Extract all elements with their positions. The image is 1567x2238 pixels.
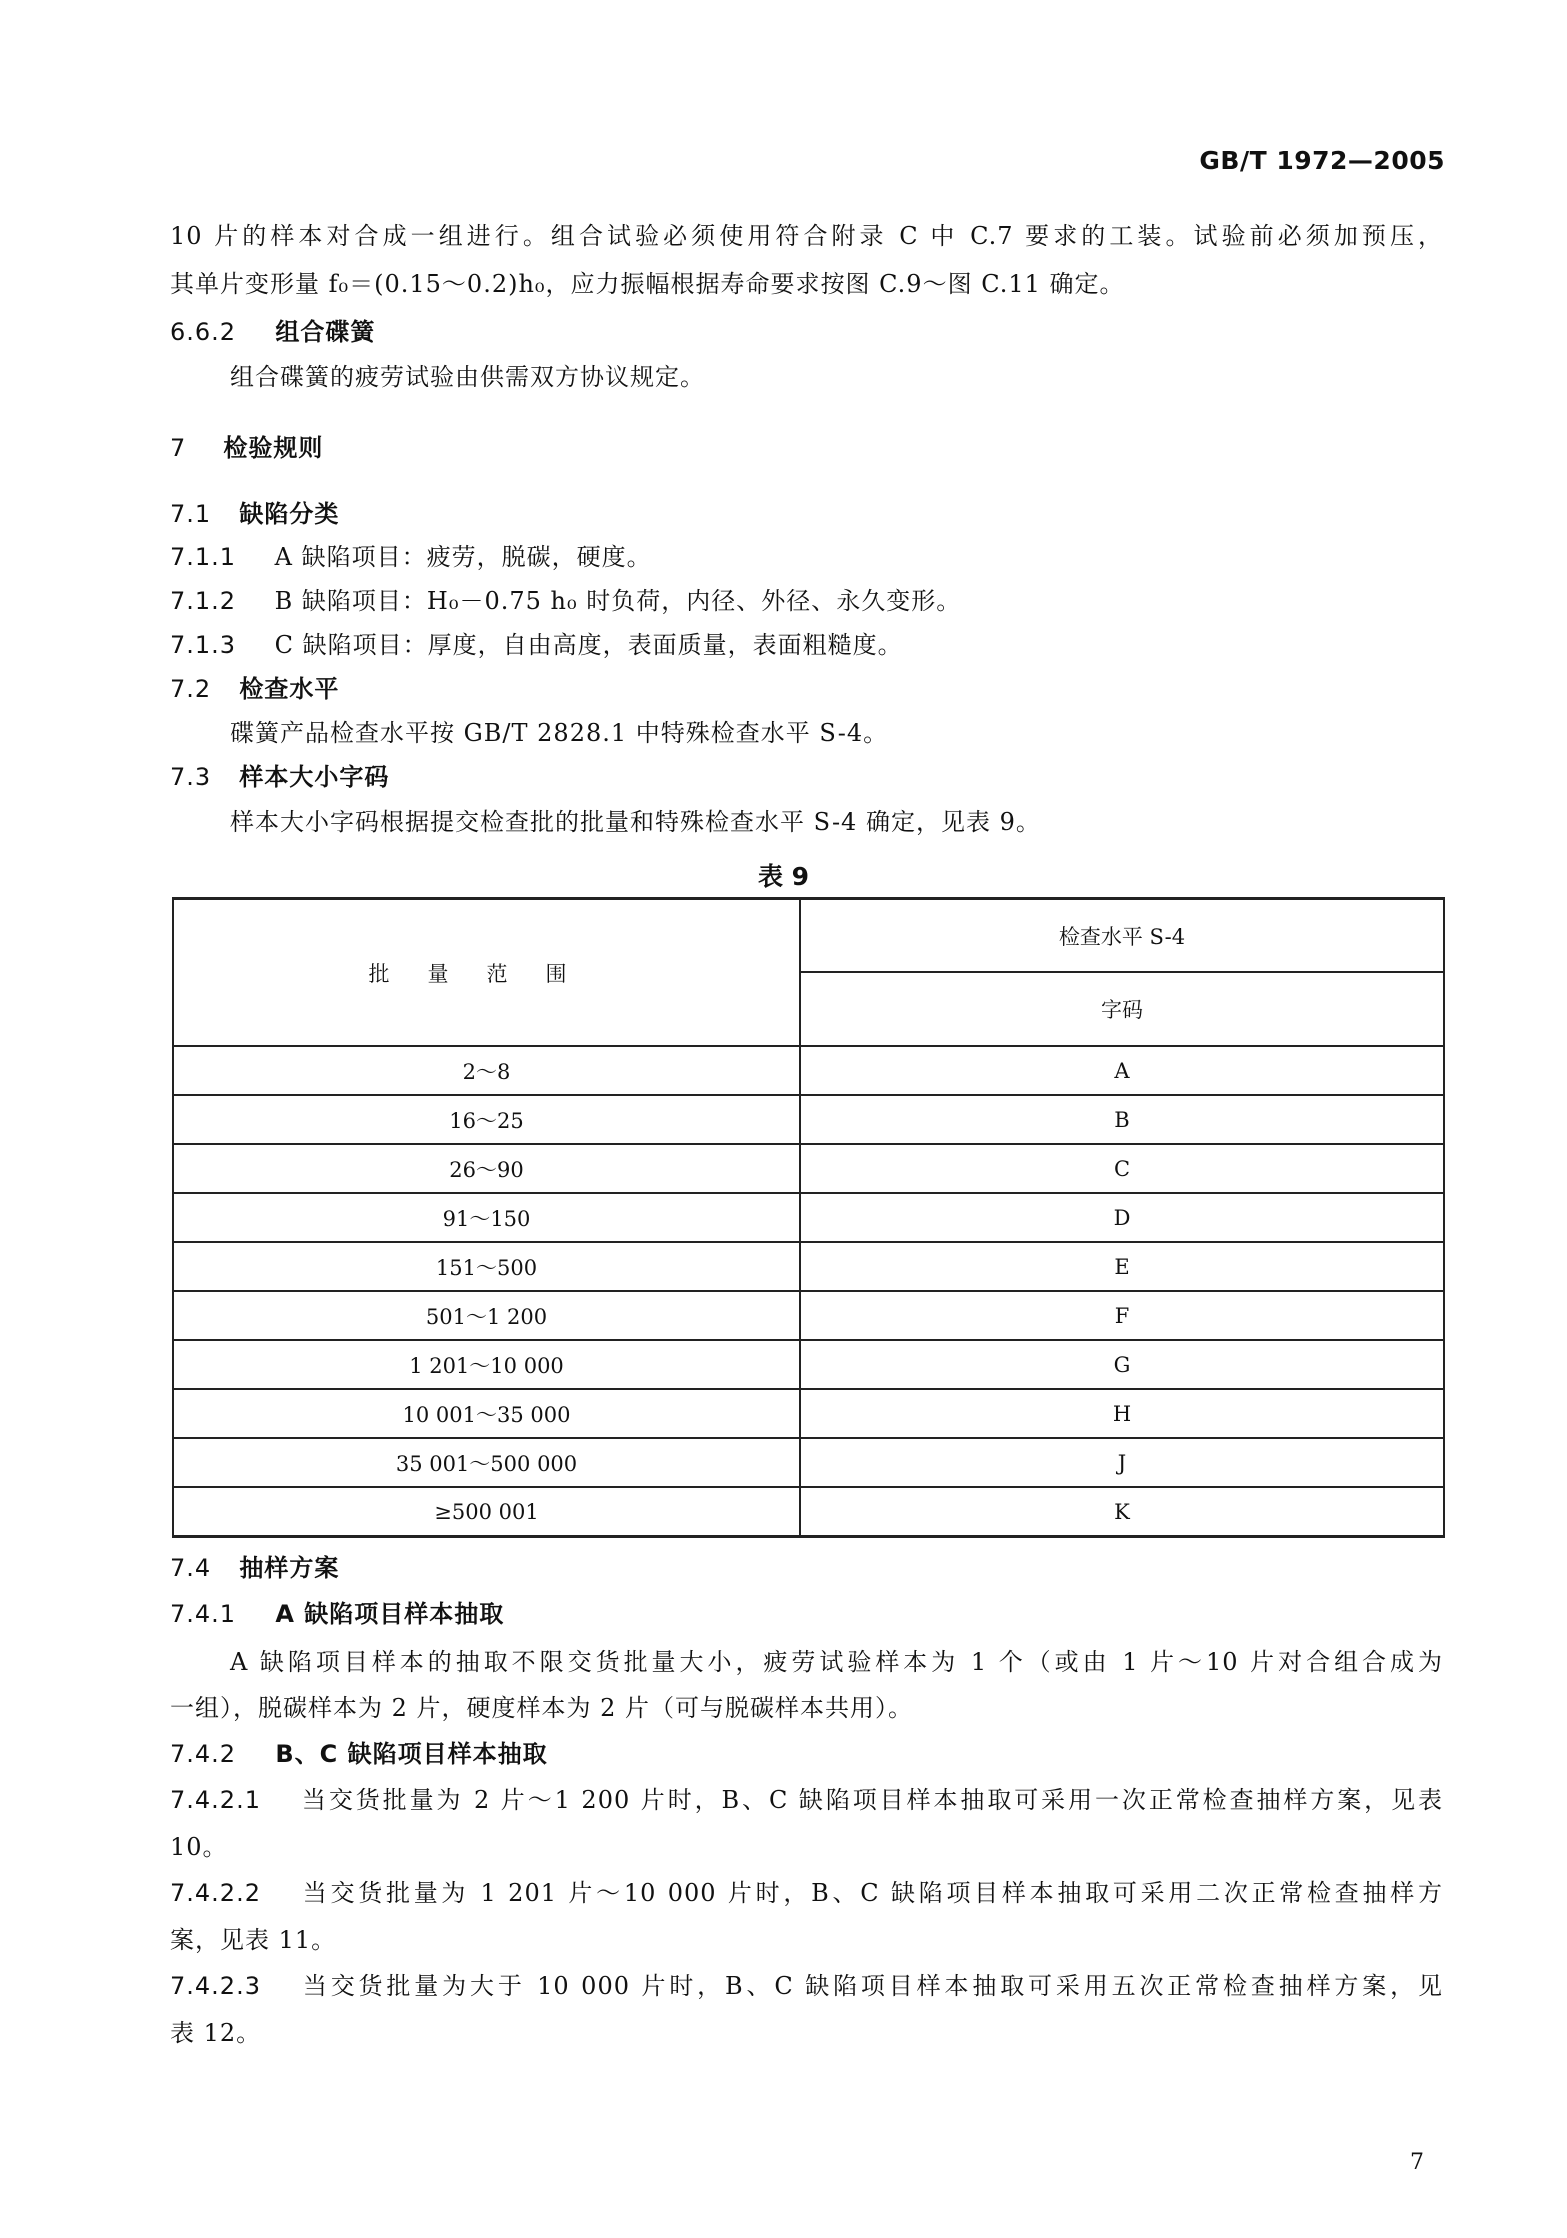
table-cell-range: 10 001～35 000 — [173, 1389, 800, 1438]
section-heading-6-6-2 — [170, 315, 375, 349]
paragraph-line: 其单片变形量 f₀＝(0.15～0.2)h₀，应力振幅根据寿命要求按图 C.9～图 C.11 确定。 — [170, 270, 1125, 298]
table-cell-range: 16～25 — [173, 1095, 800, 1144]
table-cell-range: 2～8 — [173, 1046, 800, 1095]
table-cell-range: 26～90 — [173, 1144, 800, 1193]
table-cell-range: 151～500 — [173, 1242, 800, 1291]
section-heading-7-3 — [170, 760, 389, 794]
section-number: 7.1 — [170, 500, 212, 528]
clause-text: 当交货批量为 2 片～1 200 片时，B、C 缺陷项目样本抽取可采用一次正常检查抽样方案，见表 — [300, 1786, 1443, 1814]
section-heading-7 — [170, 431, 323, 465]
section-heading-7-4-2 — [170, 1737, 548, 1771]
section-title: B、C 缺陷项目样本抽取 — [275, 1740, 548, 1768]
section-heading-7-4-1 — [170, 1597, 504, 1631]
clause-text: 当交货批量为 1 201 片～10 000 片时，B、C 缺陷项目样本抽取可采用二次正常检查抽样方 — [300, 1879, 1443, 1907]
table-cell-code: B — [800, 1095, 1444, 1144]
section-heading-7-4 — [170, 1551, 339, 1585]
section-heading-7-2 — [170, 672, 339, 706]
section-number: 7.2 — [170, 675, 212, 703]
table-9 — [172, 897, 1445, 1538]
clause-text: A 缺陷项目：疲劳，脱碳，硬度。 — [274, 543, 652, 571]
paragraph-line: 碟簧产品检查水平按 GB/T 2828.1 中特殊检查水平 S-4。 — [230, 719, 889, 747]
table-cell-code: J — [800, 1438, 1444, 1487]
table-cell-range: ≥500 001 — [173, 1487, 800, 1537]
table-row — [173, 1242, 1444, 1291]
section-heading-7-1 — [170, 497, 339, 531]
table-cell-code: H — [800, 1389, 1444, 1438]
clause-text: C 缺陷项目：厚度，自由高度，表面质量，表面粗糙度。 — [274, 631, 903, 659]
section-title: 样本大小字码 — [239, 763, 390, 791]
table-cell-code: D — [800, 1193, 1444, 1242]
table-row — [173, 1487, 1444, 1537]
clause-number: 7.4.2.2 — [170, 1879, 261, 1907]
paragraph-line: 样本大小字码根据提交检查批的批量和特殊检查水平 S-4 确定，见表 9。 — [230, 808, 1041, 836]
table-cell-code: F — [800, 1291, 1444, 1340]
table-cell-code: E — [800, 1242, 1444, 1291]
header-text: 批量范围 — [368, 961, 605, 986]
table-row — [173, 1389, 1444, 1438]
section-number: 7.4.2 — [170, 1740, 237, 1768]
clause-7-1-2 — [170, 584, 961, 618]
section-title: 缺陷分类 — [239, 500, 340, 528]
table-row — [173, 1193, 1444, 1242]
section-title: 检查水平 — [239, 675, 340, 703]
clause-number: 7.4.2.1 — [170, 1786, 261, 1814]
section-number: 7.4 — [170, 1554, 212, 1582]
paragraph-line: 组合碟簧的疲劳试验由供需双方协议规定。 — [230, 363, 705, 391]
section-title: A 缺陷项目样本抽取 — [275, 1600, 505, 1628]
clause-7-4-2-3 — [170, 1969, 1443, 2003]
clause-7-4-2-2 — [170, 1876, 1443, 1910]
table-header-inspection-level: 检查水平 S-4 — [800, 899, 1444, 973]
clause-7-1-1 — [170, 540, 652, 574]
section-number: 7.4.1 — [170, 1600, 237, 1628]
table-cell-range: 1 201～10 000 — [173, 1340, 800, 1389]
table-cell-code: K — [800, 1487, 1444, 1537]
clause-text: B 缺陷项目：H₀－0.75 h₀ 时负荷，内径、外径、永久变形。 — [274, 587, 962, 615]
clause-number: 7.4.2.3 — [170, 1972, 261, 2000]
paragraph-line: 案，见表 11。 — [170, 1926, 337, 1954]
clause-7-1-3 — [170, 628, 903, 662]
table-cell-code: C — [800, 1144, 1444, 1193]
paragraph-line: A 缺陷项目样本的抽取不限交货批量大小，疲劳试验样本为 1 个（或由 1 片～10 片对合组合成为 — [230, 1648, 1443, 1676]
table-caption: 表 9 — [757, 862, 810, 891]
table-header-batch-range — [173, 899, 800, 1047]
section-number: 7.3 — [170, 763, 212, 791]
table-row — [173, 1144, 1444, 1193]
clause-number: 7.1.2 — [170, 587, 237, 615]
section-number: 6.6.2 — [170, 318, 237, 346]
table-row — [173, 1291, 1444, 1340]
clause-number: 7.1.3 — [170, 631, 237, 659]
paragraph-line: 10 片的样本对合成一组进行。组合试验必须使用符合附录 C 中 C.7 要求的工装。试验前必须加预压， — [170, 222, 1443, 250]
table-cell-range: 501～1 200 — [173, 1291, 800, 1340]
page-number: 7 — [1410, 2150, 1424, 2175]
clause-text: 当交货批量为大于 10 000 片时，B、C 缺陷项目样本抽取可采用五次正常检查抽样方案，见 — [300, 1972, 1443, 2000]
table-cell-range: 35 001～500 000 — [173, 1438, 800, 1487]
section-title: 组合碟簧 — [275, 318, 376, 346]
paragraph-line: 一组），脱碳样本为 2 片，硬度样本为 2 片（可与脱碳样本共用）。 — [170, 1694, 914, 1722]
paragraph-line: 10。 — [170, 1833, 228, 1861]
table-header-code-letter: 字码 — [800, 972, 1444, 1046]
table-row — [173, 1438, 1444, 1487]
table-row — [173, 1095, 1444, 1144]
section-number: 7 — [170, 434, 187, 462]
paragraph-line: 表 12。 — [170, 2019, 262, 2047]
table-row — [173, 1046, 1444, 1095]
table-row — [173, 1340, 1444, 1389]
clause-number: 7.1.1 — [170, 543, 237, 571]
table-cell-range: 91～150 — [173, 1193, 800, 1242]
clause-7-4-2-1 — [170, 1783, 1443, 1817]
document-code: GB/T 1972—2005 — [1199, 146, 1445, 175]
table-cell-code: G — [800, 1340, 1444, 1389]
table-cell-code: A — [800, 1046, 1444, 1095]
section-title: 检验规则 — [223, 434, 324, 462]
section-title: 抽样方案 — [239, 1554, 340, 1582]
